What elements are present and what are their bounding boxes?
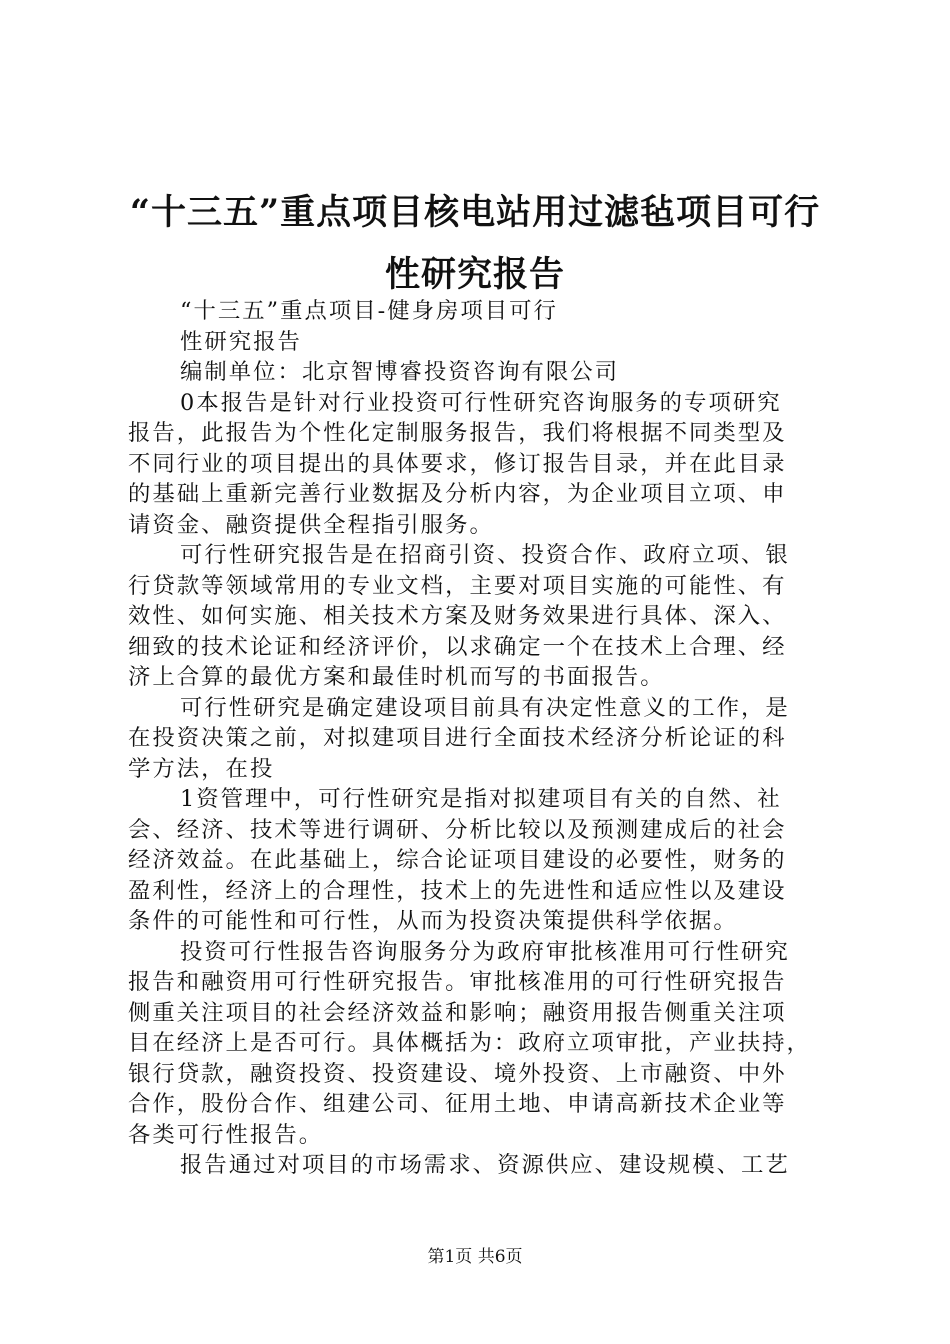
body-line: 不同行业的项目提出的具体要求，修订报告目录，并在此目录 xyxy=(128,450,787,477)
body-line: 的基础上重新完善行业数据及分析内容，为企业项目立项、申 xyxy=(128,481,787,507)
body-line: 会、经济、技术等进行调研、分析比较以及预测建成后的社会 xyxy=(128,816,787,843)
body-line: 报告通过对项目的市场需求、资源供应、建设规模、工艺 xyxy=(180,1152,790,1178)
body-line: 细致的技术论证和经济评价，以求确定一个在技术上合理、经 xyxy=(128,633,787,660)
body-line: 可行性研究是确定建设项目前具有决定性意义的工作，是 xyxy=(180,694,790,721)
body-line: 银行贷款，融资投资、投资建设、境外投资、上市融资、中外 xyxy=(128,1060,787,1087)
body-line: 在投资决策之前，对拟建项目进行全面技术经济分析论证的科 xyxy=(128,725,787,751)
body-line: 经济效益。在此基础上，综合论证项目建设的必要性，财务的 xyxy=(128,847,787,873)
body-line: 0本报告是针对行业投资可行性研究咨询服务的专项研究 xyxy=(180,389,782,416)
body-line: “十三五”重点项目-健身房项目可行 xyxy=(180,298,558,324)
body-line: 合作，股份合作、组建公司、征用土地、申请高新技术企业等 xyxy=(128,1091,787,1117)
title-line-1: “十三五”重点项目核电站用过滤毡项目可行 xyxy=(129,192,821,233)
body-line: 学方法，在投 xyxy=(128,755,275,782)
body-line: 行贷款等领域常用的专业文档，主要对项目实施的可能性、有 xyxy=(128,572,787,599)
body-line: 侧重关注项目的社会经济效益和影响；融资用报告侧重关注项 xyxy=(128,999,787,1026)
document-title xyxy=(100,182,850,306)
body-line: 条件的可能性和可行性，从而为投资决策提供科学依据。 xyxy=(128,908,738,934)
body-line: 可行性研究报告是在招商引资、投资合作、政府立项、银 xyxy=(180,542,790,568)
body-line: 效性、如何实施、相关技术方案及财务效果进行具体、深入、 xyxy=(128,603,787,629)
body-line: 济上合算的最优方案和最佳时机而写的书面报告。 xyxy=(128,664,665,690)
body-line: 各类可行性报告。 xyxy=(128,1121,324,1148)
body-line: 报告和融资用可行性研究报告。审批核准用的可行性研究报告 xyxy=(128,969,787,995)
body-line: 性研究报告 xyxy=(180,328,302,355)
title-line-2: 性研究报告 xyxy=(384,254,565,295)
body-line: 编制单位：北京智博睿投资咨询有限公司 xyxy=(180,359,620,385)
document-body xyxy=(128,296,838,1181)
body-line: 目在经济上是否可行。具体概括为：政府立项审批，产业扶持， xyxy=(128,1030,811,1056)
body-line: 1资管理中，可行性研究是指对拟建项目有关的自然、社 xyxy=(180,786,782,812)
page-number-footer: 第1页 共6页 xyxy=(427,1247,523,1267)
body-line: 报告，此报告为个性化定制服务报告，我们将根据不同类型及 xyxy=(128,420,787,446)
body-line: 盈利性，经济上的合理性，技术上的先进性和适应性以及建设 xyxy=(128,877,787,904)
body-line: 请资金、融资提供全程指引服务。 xyxy=(128,511,494,538)
body-line: 投资可行性报告咨询服务分为政府审批核准用可行性研究 xyxy=(180,938,790,965)
